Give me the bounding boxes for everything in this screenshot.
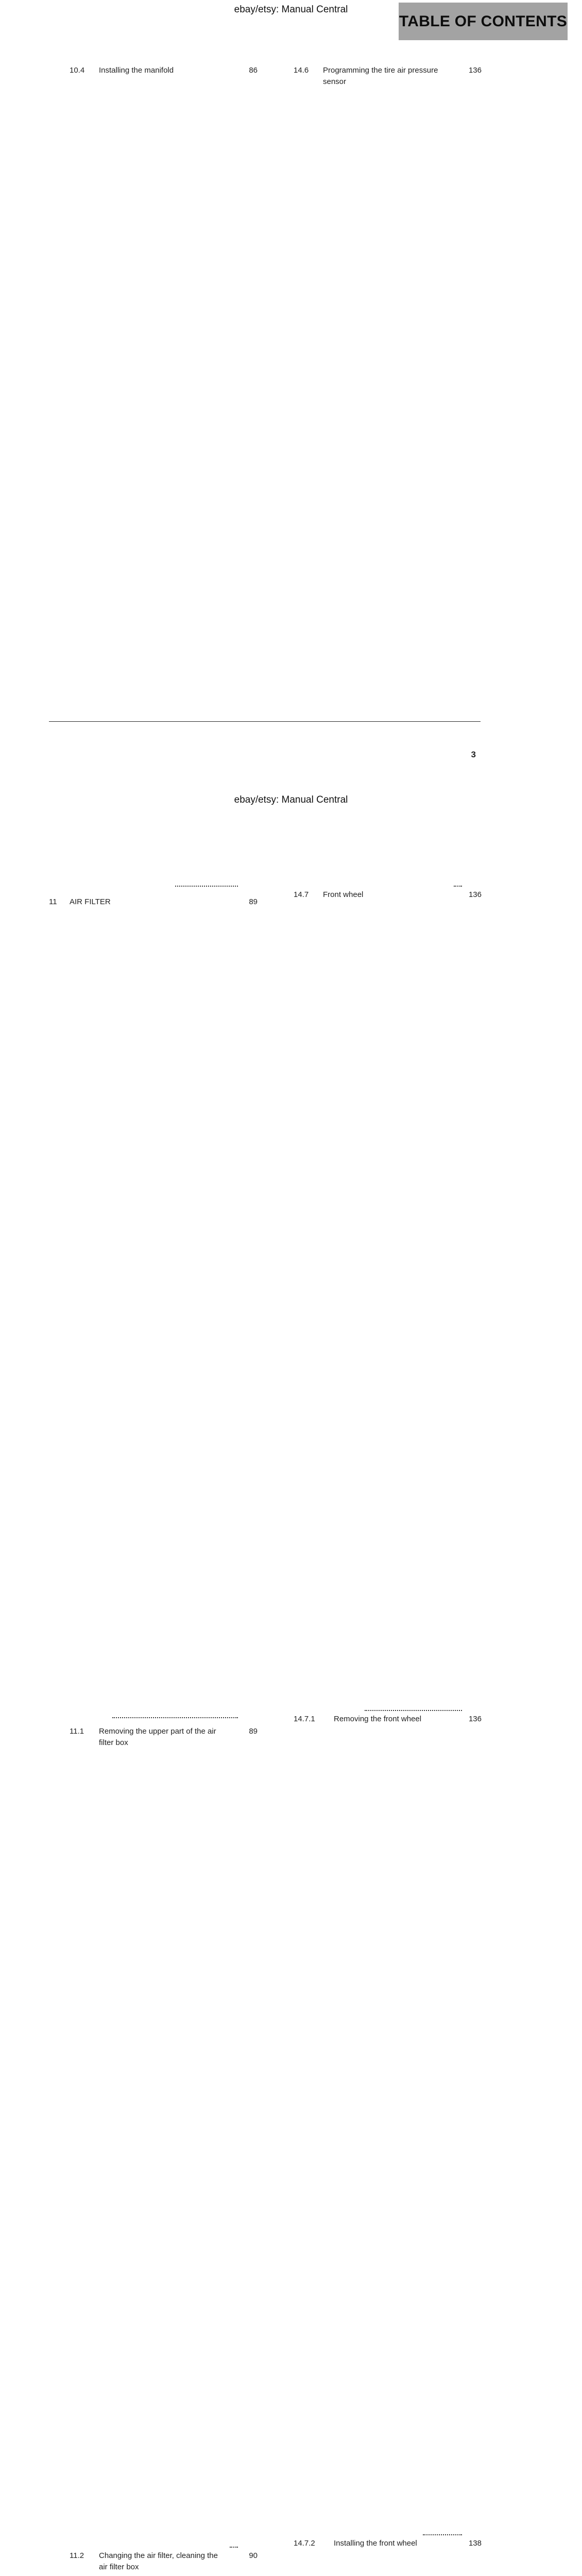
- entry-page: 138: [464, 2538, 482, 2576]
- footer-site-label: ebay/etsy: Manual Central: [234, 794, 348, 805]
- entry-page: 136: [464, 65, 482, 889]
- toc-chapter-row: [49, 896, 258, 1721]
- entry-title: Removing the upper part of the air filter box: [99, 1727, 216, 1747]
- toc-banner: [399, 3, 568, 40]
- entry-number: 11: [49, 897, 57, 906]
- entry-page: 90: [240, 2550, 258, 2576]
- entry-title: Installing the manifold: [99, 66, 174, 75]
- dot-leader: [454, 886, 462, 887]
- dot-leader: [423, 2534, 462, 2535]
- entry-page: 89: [240, 896, 258, 1721]
- table-of-contents: [49, 65, 482, 2576]
- entry-number: 14.6: [294, 66, 309, 75]
- entry-title: Changing the air filter, cleaning the air filter box: [99, 2551, 218, 2571]
- page-number: 3: [471, 750, 476, 759]
- toc-entry-row: [273, 65, 482, 889]
- entry-number: 10.4: [70, 66, 85, 75]
- toc-entry-row: [273, 1714, 482, 2538]
- dot-leader: [112, 1717, 238, 1718]
- entry-title: Front wheel: [323, 890, 364, 899]
- toc-entry-row: [273, 889, 482, 1714]
- entry-title: Removing the front wheel: [334, 1715, 422, 1723]
- dot-leader: [365, 1710, 462, 1711]
- entry-page: 136: [464, 1714, 482, 2538]
- entry-title: Programming the tire air pressure sensor: [323, 66, 438, 86]
- toc-entry-row: [49, 1726, 258, 2550]
- entry-number: 14.7.2: [294, 2539, 315, 2548]
- toc-entry-row: [49, 65, 258, 889]
- entry-number: 11.1: [70, 1727, 84, 1736]
- entry-page: 89: [240, 1726, 258, 2550]
- dot-leader: [230, 2547, 238, 2548]
- entry-title: AIR FILTER: [70, 897, 111, 906]
- toc-column-left: [49, 65, 258, 2576]
- toc-entry-row: [273, 2538, 482, 2576]
- entry-number: 14.7: [294, 890, 309, 899]
- toc-entry-row: [49, 2550, 258, 2576]
- entry-number: 11.2: [70, 2551, 84, 2560]
- footer-divider: [49, 721, 481, 722]
- entry-title: Installing the front wheel: [334, 2539, 417, 2548]
- dot-leader: [175, 886, 238, 887]
- entry-number: 14.7.1: [294, 1715, 315, 1723]
- toc-banner-title: TABLE OF CONTENTS: [399, 12, 568, 30]
- header-site-label: ebay/etsy: Manual Central: [234, 4, 348, 15]
- entry-page: 86: [240, 65, 258, 889]
- toc-column-right: [273, 65, 482, 2576]
- entry-page: 136: [464, 889, 482, 1714]
